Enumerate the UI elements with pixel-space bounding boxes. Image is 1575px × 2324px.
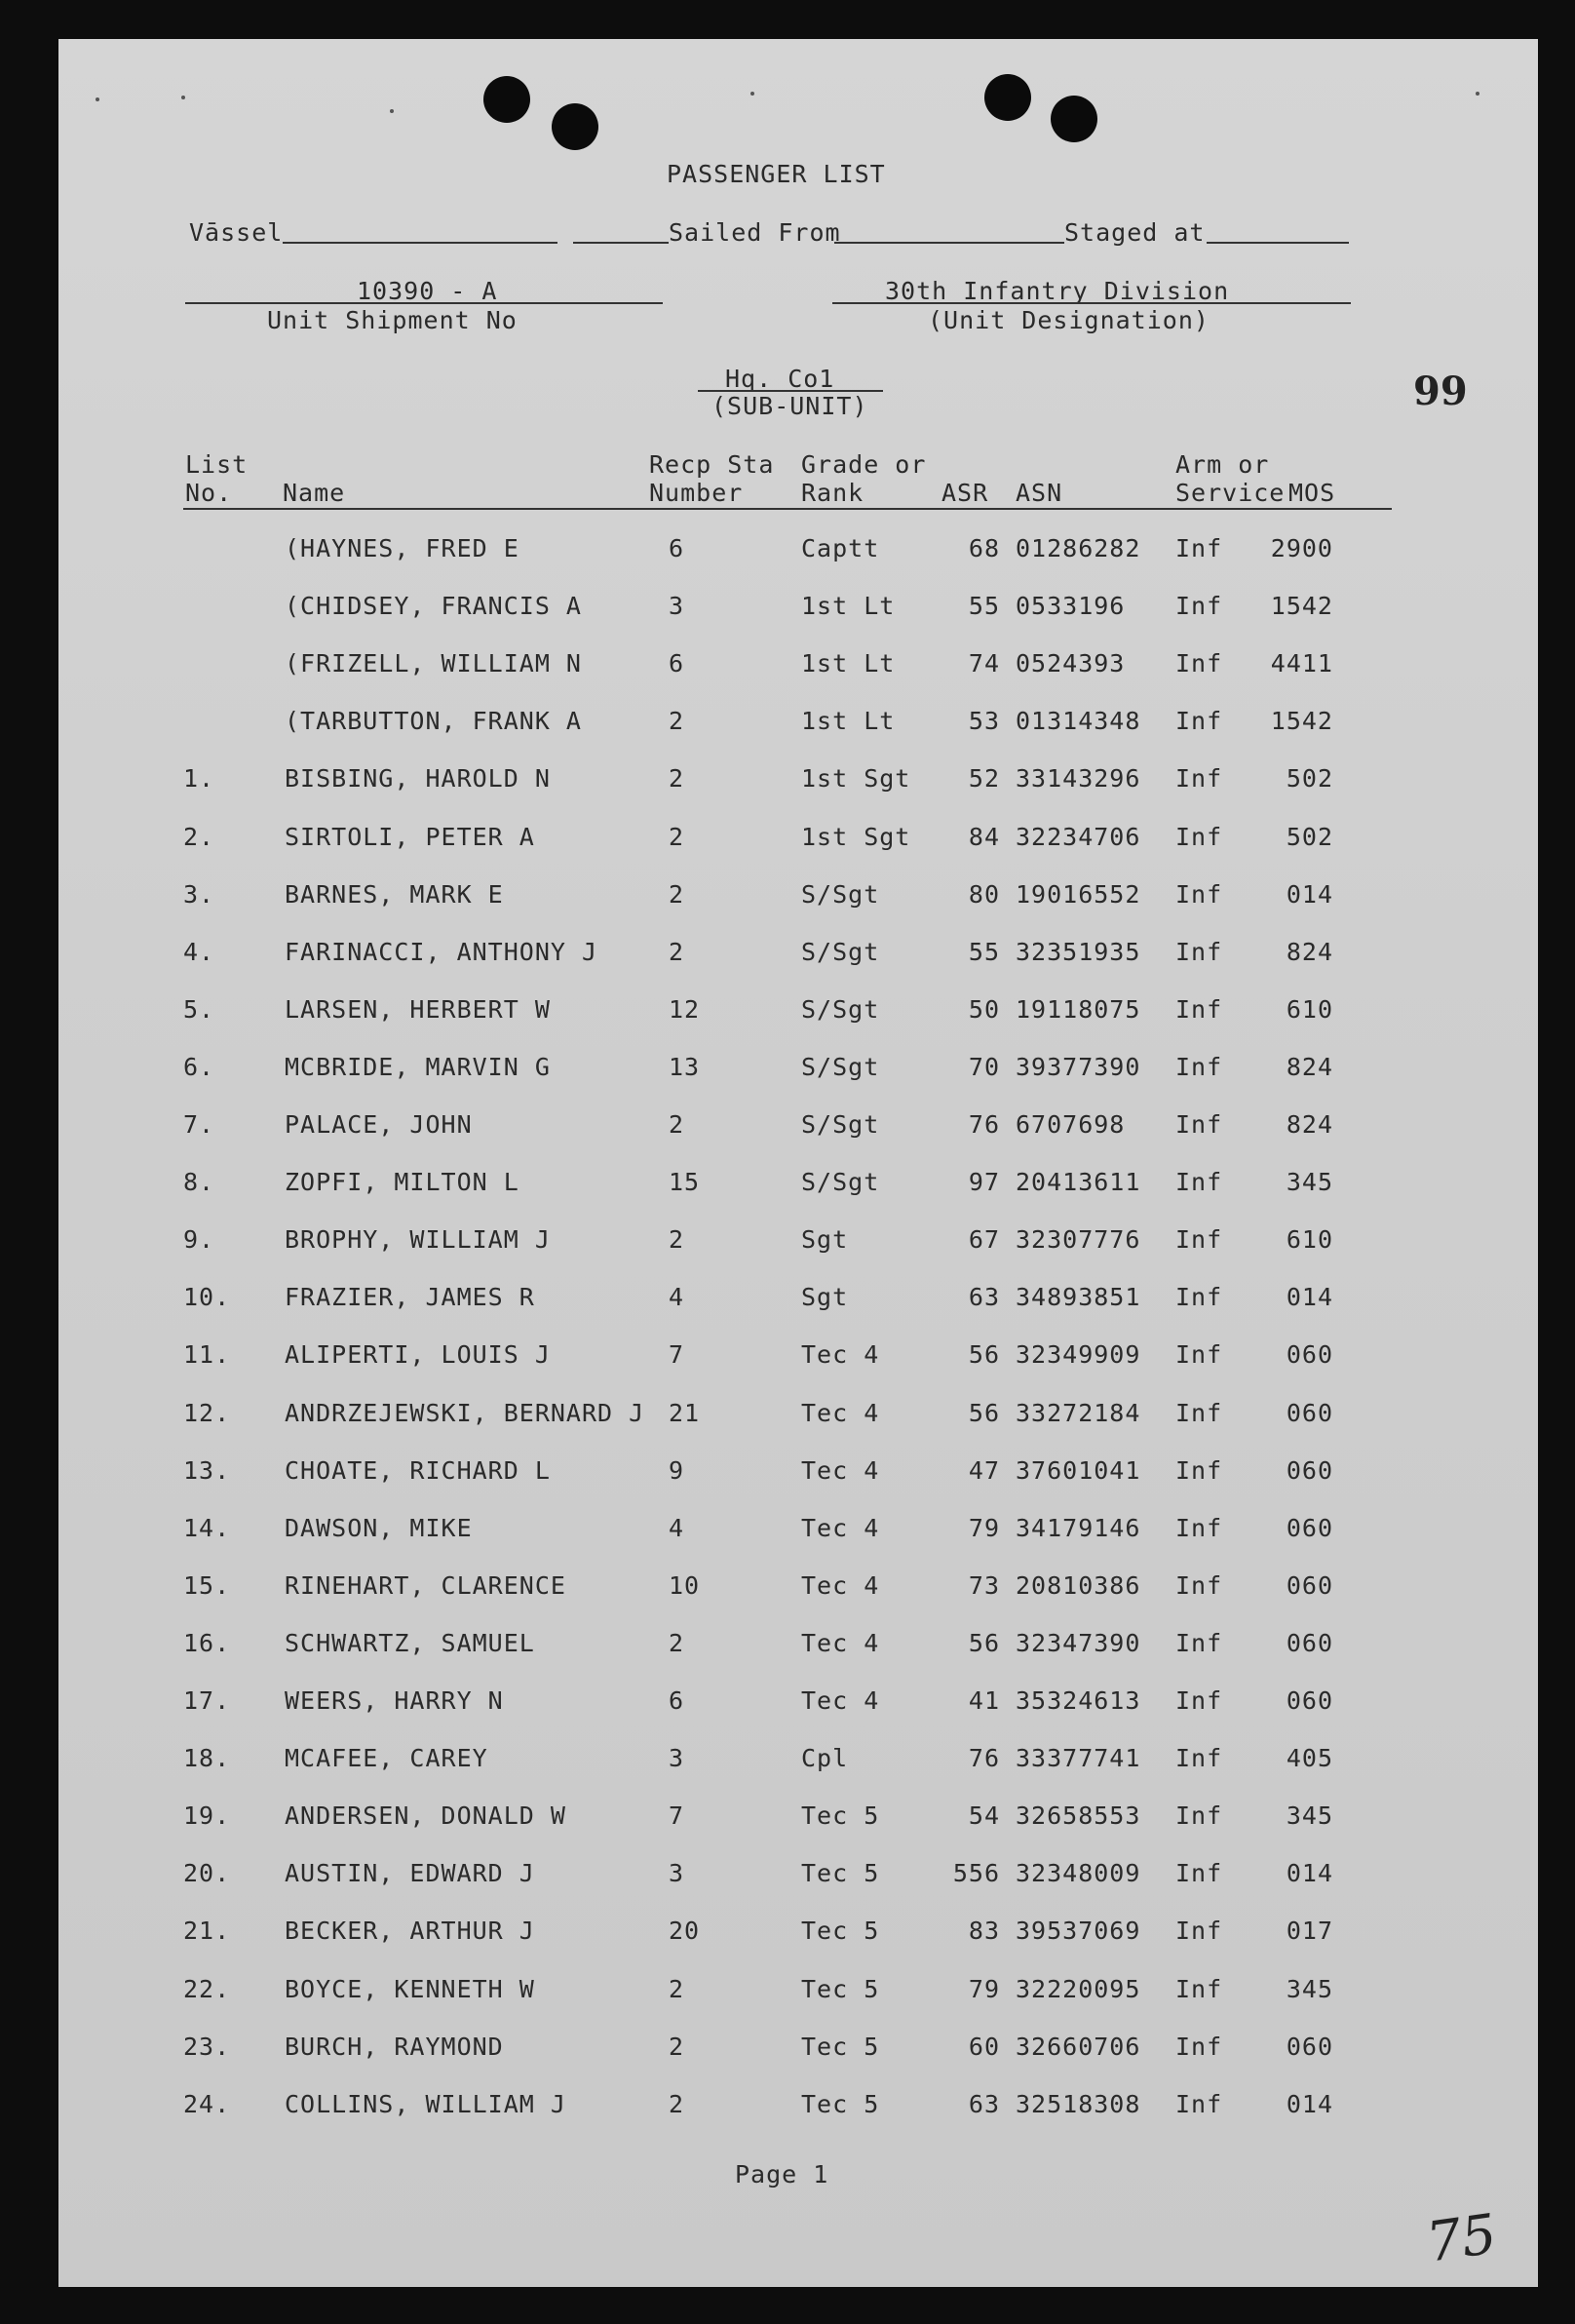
asn-cell: 33143296 — [1016, 764, 1141, 793]
ink-speck — [96, 97, 99, 101]
arm-service-cell: Inf — [1175, 1975, 1223, 2003]
arm-service-cell: Inf — [1175, 592, 1223, 620]
punch-hole — [1051, 96, 1097, 142]
mos-cell: 1542 — [1270, 707, 1333, 735]
unit-shipment-line — [185, 302, 663, 304]
table-row — [58, 1744, 1538, 1783]
name-cell: ZOPFI, MILTON L — [285, 1168, 519, 1196]
asn-cell: 39537069 — [1016, 1917, 1141, 1945]
mos-cell: 014 — [1286, 880, 1333, 909]
table-row — [58, 1917, 1538, 1956]
list-number-cell: 8. — [183, 1168, 215, 1196]
mos-cell: 345 — [1286, 1168, 1333, 1196]
page-footer: Page 1 — [735, 2160, 829, 2188]
name-cell: BARNES, MARK E — [285, 880, 504, 909]
col-header-name: Name — [283, 479, 346, 507]
table-row — [58, 1110, 1538, 1149]
list-number-cell: 18. — [183, 1744, 231, 1772]
list-number-cell: 14. — [183, 1514, 231, 1542]
arm-service-cell: Inf — [1175, 880, 1223, 909]
vessel-label: Vāssel — [189, 218, 284, 247]
grade-cell: S/Sgt — [801, 938, 880, 966]
col-header-grade: Grade or Rank — [801, 450, 927, 507]
mos-cell: 345 — [1286, 1801, 1333, 1830]
asn-cell: 32347390 — [1016, 1629, 1141, 1657]
recp-sta-cell: 2 — [669, 764, 685, 793]
arm-service-cell: Inf — [1175, 1917, 1223, 1945]
mos-cell: 060 — [1286, 2033, 1333, 2061]
arm-service-cell: Inf — [1175, 764, 1223, 793]
grade-cell: Tec 4 — [801, 1399, 880, 1427]
asr-cell: 84 — [968, 823, 1000, 851]
name-cell: (FRIZELL, WILLIAM N — [285, 649, 582, 678]
table-row — [58, 707, 1538, 746]
asn-cell: 33377741 — [1016, 1744, 1141, 1772]
grade-cell: Tec 4 — [801, 1629, 880, 1657]
mos-cell: 060 — [1286, 1629, 1333, 1657]
grade-cell: Tec 5 — [801, 1917, 880, 1945]
asr-cell: 67 — [968, 1225, 1000, 1254]
grade-cell: S/Sgt — [801, 1168, 880, 1196]
recp-sta-cell: 7 — [669, 1340, 685, 1369]
asn-cell: 35324613 — [1016, 1686, 1141, 1715]
sailed-from-label: Sailed From — [669, 218, 841, 247]
asn-cell: 01286282 — [1016, 534, 1141, 562]
asn-cell: 32220095 — [1016, 1975, 1141, 2003]
mos-cell: 824 — [1286, 1053, 1333, 1081]
arm-service-cell: Inf — [1175, 1110, 1223, 1139]
asr-cell: 63 — [968, 1283, 1000, 1311]
asr-cell: 41 — [968, 1686, 1000, 1715]
arm-service-cell: Inf — [1175, 1514, 1223, 1542]
arm-service-cell: Inf — [1175, 1225, 1223, 1254]
list-number-cell: 2. — [183, 823, 215, 851]
table-row — [58, 1686, 1538, 1725]
list-number-cell: 19. — [183, 1801, 231, 1830]
recp-sta-cell: 2 — [669, 938, 685, 966]
grade-cell: Cpl — [801, 1744, 849, 1772]
recp-sta-cell: 2 — [669, 823, 685, 851]
grade-cell: S/Sgt — [801, 1053, 880, 1081]
asr-cell: 50 — [968, 995, 1000, 1024]
table-row — [58, 1514, 1538, 1553]
arm-service-cell: Inf — [1175, 1859, 1223, 1887]
arm-service-cell: Inf — [1175, 534, 1223, 562]
asr-cell: 79 — [968, 1514, 1000, 1542]
name-cell: (HAYNES, FRED E — [285, 534, 519, 562]
table-row — [58, 1340, 1538, 1379]
asn-cell: 0524393 — [1016, 649, 1126, 678]
asr-cell: 60 — [968, 2033, 1000, 2061]
table-row — [58, 1225, 1538, 1264]
name-cell: ANDERSEN, DONALD W — [285, 1801, 566, 1830]
asr-cell: 56 — [968, 1340, 1000, 1369]
asr-cell: 47 — [968, 1456, 1000, 1485]
arm-service-cell: Inf — [1175, 707, 1223, 735]
table-row — [58, 649, 1538, 688]
col-header-mos: MOS — [1288, 479, 1336, 507]
name-cell: BISBING, HAROLD N — [285, 764, 551, 793]
name-cell: WEERS, HARRY N — [285, 1686, 504, 1715]
table-row — [58, 880, 1538, 919]
name-cell: MCAFEE, CAREY — [285, 1744, 488, 1772]
grade-cell: 1st Lt — [801, 649, 896, 678]
recp-sta-cell: 3 — [669, 1744, 685, 1772]
recp-sta-cell: 7 — [669, 1801, 685, 1830]
column-header-rule — [183, 508, 1392, 510]
grade-cell: 1st Sgt — [801, 764, 911, 793]
recp-sta-cell: 2 — [669, 1629, 685, 1657]
unit-designation-line — [832, 302, 1351, 304]
recp-sta-cell: 2 — [669, 707, 685, 735]
recp-sta-cell: 2 — [669, 2090, 685, 2118]
mos-cell: 824 — [1286, 938, 1333, 966]
grade-cell: Tec 5 — [801, 1975, 880, 2003]
asr-cell: 73 — [968, 1571, 1000, 1600]
list-number-cell: 9. — [183, 1225, 215, 1254]
table-row — [58, 1053, 1538, 1092]
mos-cell: 1542 — [1270, 592, 1333, 620]
table-row — [58, 1975, 1538, 2014]
arm-service-cell: Inf — [1175, 1571, 1223, 1600]
sub-unit: Hq. Co1 — [725, 365, 835, 393]
asr-cell: 74 — [968, 649, 1000, 678]
arm-service-cell: Inf — [1175, 1283, 1223, 1311]
grade-cell: S/Sgt — [801, 1110, 880, 1139]
list-number-cell: 22. — [183, 1975, 231, 2003]
arm-service-cell: Inf — [1175, 1053, 1223, 1081]
unit-designation-label: (Unit Designation) — [928, 306, 1210, 334]
name-cell: CHOATE, RICHARD L — [285, 1456, 551, 1485]
list-number-cell: 15. — [183, 1571, 231, 1600]
asr-cell: 56 — [968, 1629, 1000, 1657]
name-cell: AUSTIN, EDWARD J — [285, 1859, 535, 1887]
grade-cell: Tec 5 — [801, 2033, 880, 2061]
asr-cell: 68 — [968, 534, 1000, 562]
name-cell: COLLINS, WILLIAM J — [285, 2090, 566, 2118]
name-cell: (TARBUTTON, FRANK A — [285, 707, 582, 735]
mos-cell: 502 — [1286, 823, 1333, 851]
recp-sta-cell: 6 — [669, 1686, 685, 1715]
table-row — [58, 938, 1538, 977]
mos-cell: 610 — [1286, 1225, 1333, 1254]
arm-service-cell: Inf — [1175, 1340, 1223, 1369]
table-row — [58, 1571, 1538, 1610]
name-cell: ANDRZEJEWSKI, BERNARD J — [285, 1399, 645, 1427]
mos-cell: 824 — [1286, 1110, 1333, 1139]
asn-cell: 33272184 — [1016, 1399, 1141, 1427]
recp-sta-cell: 10 — [669, 1571, 701, 1600]
table-row — [58, 1283, 1538, 1322]
grade-cell: Tec 4 — [801, 1571, 880, 1600]
asn-cell: 19118075 — [1016, 995, 1141, 1024]
recp-sta-cell: 6 — [669, 649, 685, 678]
asr-cell: 76 — [968, 1744, 1000, 1772]
asr-cell: 80 — [968, 880, 1000, 909]
asr-cell: 53 — [968, 707, 1000, 735]
name-cell: SIRTOLI, PETER A — [285, 823, 535, 851]
asn-cell: 6707698 — [1016, 1110, 1126, 1139]
table-row — [58, 2090, 1538, 2129]
punch-hole — [984, 74, 1031, 121]
arm-service-cell: Inf — [1175, 1744, 1223, 1772]
table-row — [58, 2033, 1538, 2072]
name-cell: BURCH, RAYMOND — [285, 2033, 504, 2061]
asr-cell: 79 — [968, 1975, 1000, 2003]
handwritten-note: 75 — [1422, 2202, 1501, 2275]
list-number-cell: 6. — [183, 1053, 215, 1081]
asn-cell: 32351935 — [1016, 938, 1141, 966]
asn-cell: 32658553 — [1016, 1801, 1141, 1830]
vessel-blank — [283, 242, 557, 244]
arm-service-cell: Inf — [1175, 938, 1223, 966]
table-row — [58, 1629, 1538, 1668]
sub-unit-label: (SUB-UNIT) — [711, 392, 868, 420]
recp-sta-cell: 2 — [669, 2033, 685, 2061]
recp-sta-cell: 21 — [669, 1399, 701, 1427]
unit-designation: 30th Infantry Division — [885, 277, 1230, 305]
name-cell: (CHIDSEY, FRANCIS A — [285, 592, 582, 620]
page-number-stamp: 99 — [1413, 368, 1468, 414]
recp-sta-cell: 2 — [669, 1110, 685, 1139]
list-number-cell: 12. — [183, 1399, 231, 1427]
asn-cell: 34179146 — [1016, 1514, 1141, 1542]
asn-cell: 01314348 — [1016, 707, 1141, 735]
table-row — [58, 592, 1538, 631]
list-number-cell: 5. — [183, 995, 215, 1024]
recp-sta-cell: 3 — [669, 1859, 685, 1887]
mos-cell: 060 — [1286, 1571, 1333, 1600]
list-number-cell: 20. — [183, 1859, 231, 1887]
recp-sta-cell: 15 — [669, 1168, 701, 1196]
name-cell: BROPHY, WILLIAM J — [285, 1225, 551, 1254]
punch-hole — [483, 76, 530, 123]
asr-cell: 63 — [968, 2090, 1000, 2118]
asn-cell: 34893851 — [1016, 1283, 1141, 1311]
list-number-cell: 10. — [183, 1283, 231, 1311]
grade-cell: Tec 4 — [801, 1456, 880, 1485]
asr-cell: 70 — [968, 1053, 1000, 1081]
col-header-arm: Arm or Service — [1175, 450, 1286, 507]
name-cell: SCHWARTZ, SAMUEL — [285, 1629, 535, 1657]
recp-sta-cell: 2 — [669, 1975, 685, 2003]
asr-cell: 54 — [968, 1801, 1000, 1830]
name-cell: ALIPERTI, LOUIS J — [285, 1340, 551, 1369]
list-number-cell: 4. — [183, 938, 215, 966]
ink-speck — [181, 96, 185, 99]
arm-service-cell: Inf — [1175, 1801, 1223, 1830]
grade-cell: 1st Lt — [801, 592, 896, 620]
asn-cell: 20413611 — [1016, 1168, 1141, 1196]
recp-sta-cell: 13 — [669, 1053, 701, 1081]
mos-cell: 060 — [1286, 1399, 1333, 1427]
asn-cell: 20810386 — [1016, 1571, 1141, 1600]
sailed-from-blank — [834, 242, 1064, 244]
col-header-recp-sta: Recp Sta Number — [649, 450, 775, 507]
grade-cell: Sgt — [801, 1283, 849, 1311]
asn-cell: 32660706 — [1016, 2033, 1141, 2061]
name-cell: FARINACCI, ANTHONY J — [285, 938, 598, 966]
list-number-cell: 1. — [183, 764, 215, 793]
arm-service-cell: Inf — [1175, 823, 1223, 851]
ink-speck — [750, 92, 754, 96]
grade-cell: Tec 5 — [801, 1859, 880, 1887]
grade-cell: Tec 4 — [801, 1514, 880, 1542]
mos-cell: 345 — [1286, 1975, 1333, 2003]
recp-sta-cell: 12 — [669, 995, 701, 1024]
arm-service-cell: Inf — [1175, 1168, 1223, 1196]
asr-cell: 97 — [968, 1168, 1000, 1196]
recp-sta-cell: 2 — [669, 880, 685, 909]
arm-service-cell: Inf — [1175, 2090, 1223, 2118]
grade-cell: Captt — [801, 534, 880, 562]
table-row — [58, 1801, 1538, 1840]
arm-service-cell: Inf — [1175, 1399, 1223, 1427]
ink-speck — [1476, 92, 1479, 96]
asn-cell: 32234706 — [1016, 823, 1141, 851]
list-number-cell: 16. — [183, 1629, 231, 1657]
list-number-cell: 11. — [183, 1340, 231, 1369]
name-cell: FRAZIER, JAMES R — [285, 1283, 535, 1311]
name-cell: BECKER, ARTHUR J — [285, 1917, 535, 1945]
col-header-list-no: List No. — [185, 450, 249, 507]
punch-hole — [552, 103, 598, 150]
grade-cell: Tec 5 — [801, 1801, 880, 1830]
mos-cell: 502 — [1286, 764, 1333, 793]
grade-cell: 1st Lt — [801, 707, 896, 735]
mos-cell: 014 — [1286, 2090, 1333, 2118]
staged-at-blank — [1207, 242, 1349, 244]
mos-cell: 610 — [1286, 995, 1333, 1024]
table-row — [58, 823, 1538, 862]
arm-service-cell: Inf — [1175, 1686, 1223, 1715]
grade-cell: Tec 5 — [801, 2090, 880, 2118]
name-cell: LARSEN, HERBERT W — [285, 995, 551, 1024]
asr-cell: 55 — [968, 592, 1000, 620]
staged-at-label: Staged at — [1064, 218, 1206, 247]
recp-sta-cell: 4 — [669, 1514, 685, 1542]
recp-sta-cell: 2 — [669, 1225, 685, 1254]
arm-service-cell: Inf — [1175, 1629, 1223, 1657]
document-page — [58, 39, 1538, 2287]
list-number-cell: 3. — [183, 880, 215, 909]
grade-cell: Sgt — [801, 1225, 849, 1254]
mos-cell: 4411 — [1270, 649, 1333, 678]
table-row — [58, 534, 1538, 573]
arm-service-cell: Inf — [1175, 649, 1223, 678]
mos-cell: 014 — [1286, 1283, 1333, 1311]
table-row — [58, 1859, 1538, 1898]
name-cell: MCBRIDE, MARVIN G — [285, 1053, 551, 1081]
mos-cell: 405 — [1286, 1744, 1333, 1772]
list-number-cell: 17. — [183, 1686, 231, 1715]
mos-cell: 060 — [1286, 1686, 1333, 1715]
table-row — [58, 764, 1538, 803]
grade-cell: S/Sgt — [801, 880, 880, 909]
mos-cell: 060 — [1286, 1340, 1333, 1369]
asr-cell: 556 — [952, 1859, 1000, 1887]
ink-speck — [390, 109, 394, 113]
asr-cell: 76 — [968, 1110, 1000, 1139]
table-row — [58, 995, 1538, 1034]
table-row — [58, 1456, 1538, 1495]
asn-cell: 32348009 — [1016, 1859, 1141, 1887]
asn-cell: 39377390 — [1016, 1053, 1141, 1081]
grade-cell: Tec 4 — [801, 1686, 880, 1715]
recp-sta-cell: 20 — [669, 1917, 701, 1945]
list-number-cell: 24. — [183, 2090, 231, 2118]
asr-cell: 55 — [968, 938, 1000, 966]
document-title: PASSENGER LIST — [667, 160, 886, 188]
recp-sta-cell: 6 — [669, 534, 685, 562]
col-header-asn: ASN — [1016, 479, 1063, 507]
name-cell: PALACE, JOHN — [285, 1110, 473, 1139]
arm-service-cell: Inf — [1175, 2033, 1223, 2061]
asr-cell: 83 — [968, 1917, 1000, 1945]
asr-cell: 52 — [968, 764, 1000, 793]
table-row — [58, 1399, 1538, 1438]
asr-cell: 56 — [968, 1399, 1000, 1427]
list-number-cell: 21. — [183, 1917, 231, 1945]
table-row — [58, 1168, 1538, 1207]
arm-service-cell: Inf — [1175, 1456, 1223, 1485]
asn-cell: 32518308 — [1016, 2090, 1141, 2118]
mos-cell: 060 — [1286, 1456, 1333, 1485]
list-number-cell: 23. — [183, 2033, 231, 2061]
asn-cell: 32307776 — [1016, 1225, 1141, 1254]
unit-shipment-label: Unit Shipment No — [267, 306, 518, 334]
list-number-cell: 7. — [183, 1110, 215, 1139]
grade-cell: Tec 4 — [801, 1340, 880, 1369]
mos-cell: 2900 — [1270, 534, 1333, 562]
recp-sta-cell: 3 — [669, 592, 685, 620]
asn-cell: 37601041 — [1016, 1456, 1141, 1485]
vessel-blank-2 — [573, 242, 669, 244]
mos-cell: 014 — [1286, 1859, 1333, 1887]
name-cell: RINEHART, CLARENCE — [285, 1571, 566, 1600]
asn-cell: 32349909 — [1016, 1340, 1141, 1369]
grade-cell: 1st Sgt — [801, 823, 911, 851]
asn-cell: 19016552 — [1016, 880, 1141, 909]
mos-cell: 017 — [1286, 1917, 1333, 1945]
asn-cell: 0533196 — [1016, 592, 1126, 620]
col-header-asr: ASR — [941, 479, 989, 507]
grade-cell: S/Sgt — [801, 995, 880, 1024]
arm-service-cell: Inf — [1175, 995, 1223, 1024]
name-cell: DAWSON, MIKE — [285, 1514, 473, 1542]
name-cell: BOYCE, KENNETH W — [285, 1975, 535, 2003]
recp-sta-cell: 9 — [669, 1456, 685, 1485]
unit-shipment-number: 10390 - A — [357, 277, 498, 305]
mos-cell: 060 — [1286, 1514, 1333, 1542]
list-number-cell: 13. — [183, 1456, 231, 1485]
recp-sta-cell: 4 — [669, 1283, 685, 1311]
